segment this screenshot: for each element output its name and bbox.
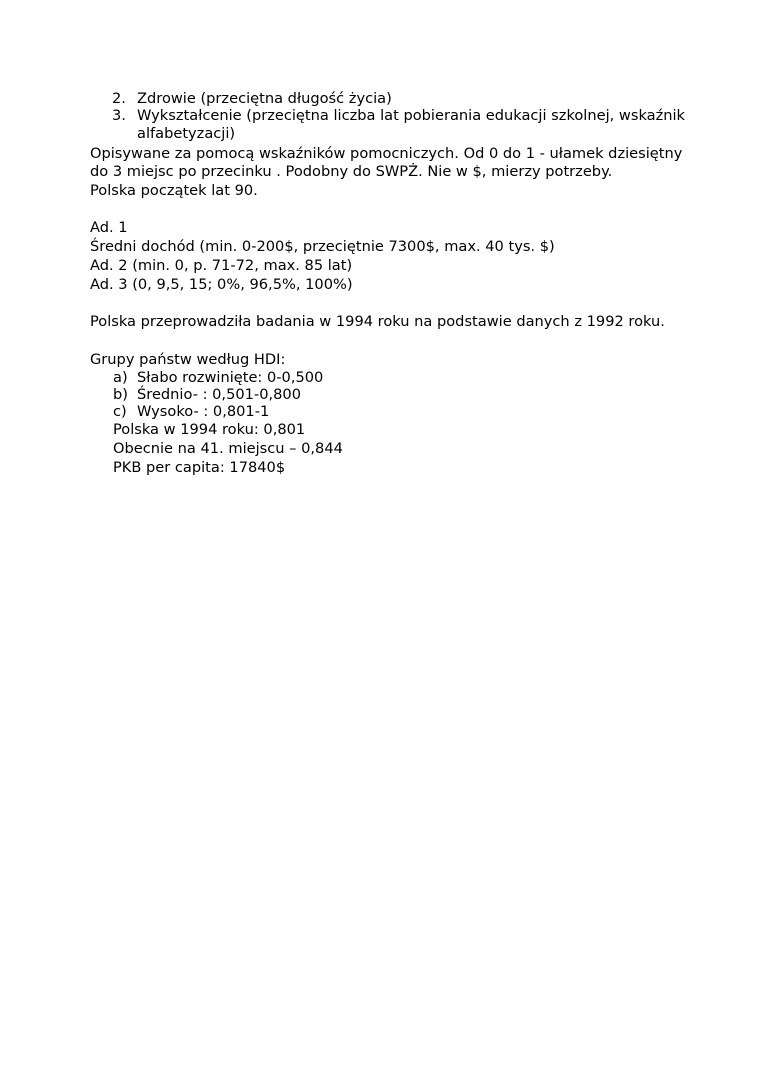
research-text: Polska przeprowadziła badania w 1994 roku na podstawie danych z 1992 roku. [90,313,665,330]
group-item-medium: Średnio- : 0,501-0,800 [137,386,301,403]
description-line-1: Opisywane za pomocą wskaźników pomocniczych. Od 0 do 1 - ułamek dziesiętny [90,145,683,162]
group-item-high: Wysoko- : 0,801-1 [137,403,270,420]
description-line-3: Polska początek lat 90. [90,182,258,199]
poland-1994: Polska w 1994 roku: 0,801 [113,421,306,438]
ad1-title: Ad. 1 [90,219,128,236]
group-marker-a: a) [113,369,128,386]
group-marker-c: c) [113,403,127,420]
group-marker-b: b) [113,386,128,403]
ad2-text: Ad. 2 (min. 0, p. 71-72, max. 85 lat) [90,257,353,274]
list-marker-3: 3. [112,107,126,124]
list-item-education: Wykształcenie (przeciętna liczba lat pobierania edukacji szkolnej, wskaźnik [137,107,686,124]
list-item-education-cont: alfabetyzacji) [137,125,236,142]
list-item-health: Zdrowie (przeciętna długość życia) [137,90,392,107]
list-marker-2: 2. [112,90,126,107]
group-item-low: Słabo rozwinięte: 0-0,500 [137,369,324,386]
groups-title: Grupy państw według HDI: [90,351,286,368]
ad1-text: Średni dochód (min. 0-200$, przeciętnie 7300$, max. 40 tys. $) [90,238,555,255]
current-rank: Obecnie na 41. miejscu – 0,844 [113,440,343,457]
description-line-2: do 3 miejsc po przecinku . Podobny do SWPŻ. Nie w $, mierzy potrzeby. [90,163,613,180]
gdp-per-capita: PKB per capita: 17840$ [113,459,286,476]
ad3-text: Ad. 3 (0, 9,5, 15; 0%, 96,5%, 100%) [90,276,353,293]
